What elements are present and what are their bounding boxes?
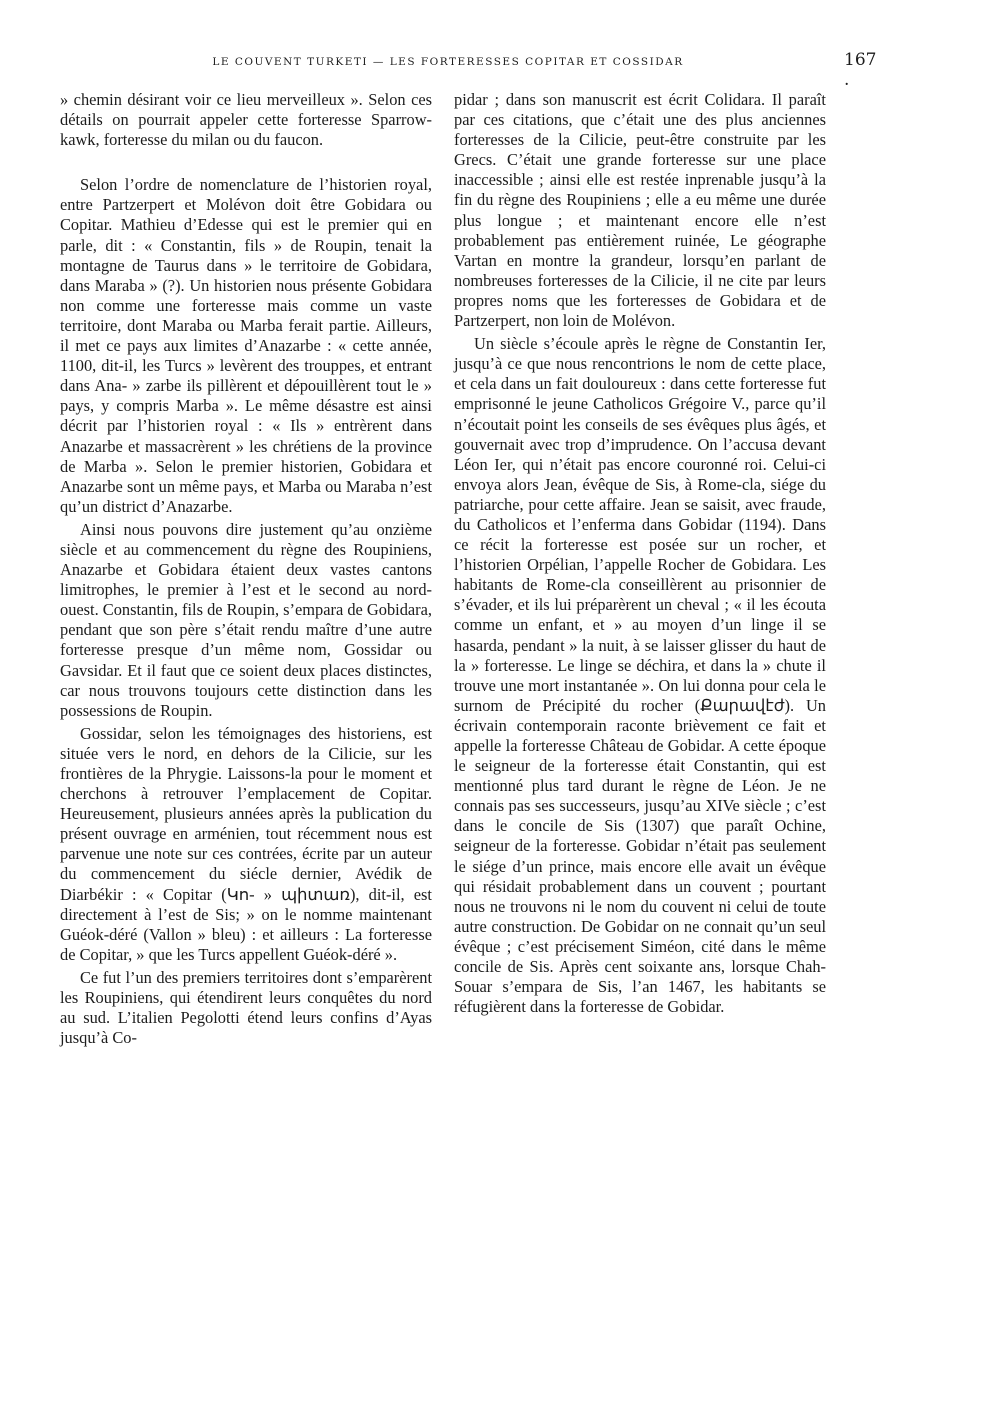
paragraph: Un siècle s’écoule après le règne de Constantin Ier, jusqu’à ce que nous rencontrions le nom de cette place, et cela dans un fait douloureux : dans cette forteresse fut emprisonné le jeune Catholicos Grégoire V., parce qu’il n’écoutait point les conseils de ses évêques plus âgés, et gouvernait avec trop d’imprudence. On l’accusa devant Léon Ier, qui n’était pas encore couronné roi. Celui-ci envoya alors Jean, évêque de Sis, à Rome-cla, siége du patriarche, pour cette affaire. Jean se saisit, avec fraude, du Catholicos et l’enferma dans Gobidar (1194). Dans ce récit la forteresse est posée sur un rocher, et l’historien Orpélian, l’appelle Rocher de Gobidara. Les habitants de Rome-cla conseillèrent au prisonnier de s’évader, et ils lui préparèrent un cheval ; « il les écouta comme un enfant, et » au moyen d’un linge il se hasarda, pendant » la nuit, à se laisser glisser du haut de la » forteresse. Le linge se déchira, et dans la » chute il trouve une mort instantanée ». On lui donna pour cela le surnom de Précipité du rocher (Քարավէժ). Un écrivain contemporain raconte brièvement ce fait et appelle la forteresse Château de Gobidar. A cette époque le seigneur de la forteresse était Constantin, qui est mentionné plus tard durant le règne de Léon. Je ne connais pas ses successeurs, jusqu’au XIVe siècle ; c’est dans le concile de Sis (1307) que paraît Ochine, seigneur de la forteresse. Gobidar n’était pas seulement le siége d’un prince, mais encore elle avait un évêque qui résidait probablement dans un couvent ; pourtant nous ne trouvons ni le nom du couvent ni celui de toute autre construction. De Gobidar on ne connait qu’un seul évêque ; c’est précisement Siméon, cité dans le même concile de Sis. Après cent soixante ans, lorsque Chah-Souar s’empara de Sis, l’an 1467, les habitants se réfugièrent dans la forteresse de Gobidar. [454, 334, 826, 1017]
page-number: 167 . [844, 50, 877, 90]
paragraph: » chemin désirant voir ce lieu merveilleux ». Selon ces détails on pourrait appeler cette forteresse Sparrow-kawk, forteresse du milan ou du faucon. [60, 90, 432, 150]
right-column [454, 90, 826, 1017]
left-column [60, 90, 432, 1048]
page-header [58, 50, 877, 90]
paragraph: Ainsi nous pouvons dire justement qu’au onzième siècle et au commencement du règne des Roupiniens, Anazarbe et Gobidara étaient deux vastes cantons limitrophes, le premier à l’est et le second au nord-ouest. Constantin, fils de Roupin, s’empara de Gobidara, pendant que son père s’était rendu maître d’une autre forteresse presque d’un même nom, Gossidar ou Gavsidar. Et il faut que ce soient deux places distinctes, car nous trouvons toujours cette distinction dans les possessions de Roupin. [60, 519, 432, 720]
paragraph: Gossidar, selon les témoignages des historiens, est située vers le nord, en dehors de la Cilicie, sur les frontières de la Phrygie. Laissons-la pour le moment et cherchons à retrouver l’emplacement de Copitar. Heureusement, plusieurs années après la publication du présent ouvrage en arménien, tout récemment nous est parvenue une note sur ces contrées, écrite par un auteur du commencement du siécle dernier, Avédik de Diarbékir : « Copitar (Կո- » պիտառ), dit-il, est directement à l’est de Sis; » on le nomme maintenant Guéok-déré (Vallon » bleu) : et ailleurs : La forteresse de Copitar, » que les Turcs appellent Guéok-déré ». [60, 723, 432, 964]
running-title: LE COUVENT TURKETI — LES FORTERESSES COPITAR ET COSSIDAR [212, 56, 684, 68]
paragraph: Ce fut l’un des premiers territoires dont s’emparèrent les Roupiniens, qui étendirent leurs conquêtes du nord au sud. L’italien Pegolotti étend leurs confins d’Ayas jusqu’à Co- [60, 967, 432, 1048]
paragraph: pidar ; dans son manuscrit est écrit Colidara. Il paraît par ces citations, que c’était une des plus anciennes forteresses de la Cilicie, peut-être construite par les Grecs. C’était une grande forteresse sur une place inaccessible ; ainsi elle est restée inprenable jusqu’à la fin du règne des Roupiniens ; elle a eu même une durée plus longue ; et maintenant encore elle n’est probablement pas entièrement ruinée, Le géographe Vartan en montre la grandeur, lorsqu’en parlant de nombreuses forteresses de la Cilicie, il ne cite par leurs propres noms que les forteresses de Gobidara et de Partzerpert, non loin de Molévon. [454, 90, 826, 331]
paragraph: Selon l’ordre de nomenclature de l’historien royal, entre Partzerpert et Molévon doit être Gobidara ou Copitar. Mathieu d’Edesse qui est le premier qui en parle, dit : « Constantin, fils » de Roupin, tenait la montagne de Taurus dans » le territoire de Gobidara, dans Maraba » (?). Un historien nous présente Gobidara non comme une forteresse mais comme un vaste territoire, dont Maraba ou Marba ferait partie. Ailleurs, il met ce pays aux limites d’Anazarbe : « cette année, 1100, dit-il, les Turcs » levèrent des trouppes, et entrant dans Ana- » zarbe ils pillèrent et dépouillèrent tout le » pays, y compris Marba ». Le même désastre est ainsi décrit par l’historien royal : « Ils » entrèrent dans Anazarbe et massacrèrent » les chrétiens de la province de Marba ». Selon le premier historien, Gobidara et Anazarbe sont un même pays, et Marba ou Maraba n’est qu’un district d’Anazarbe. [60, 175, 432, 516]
